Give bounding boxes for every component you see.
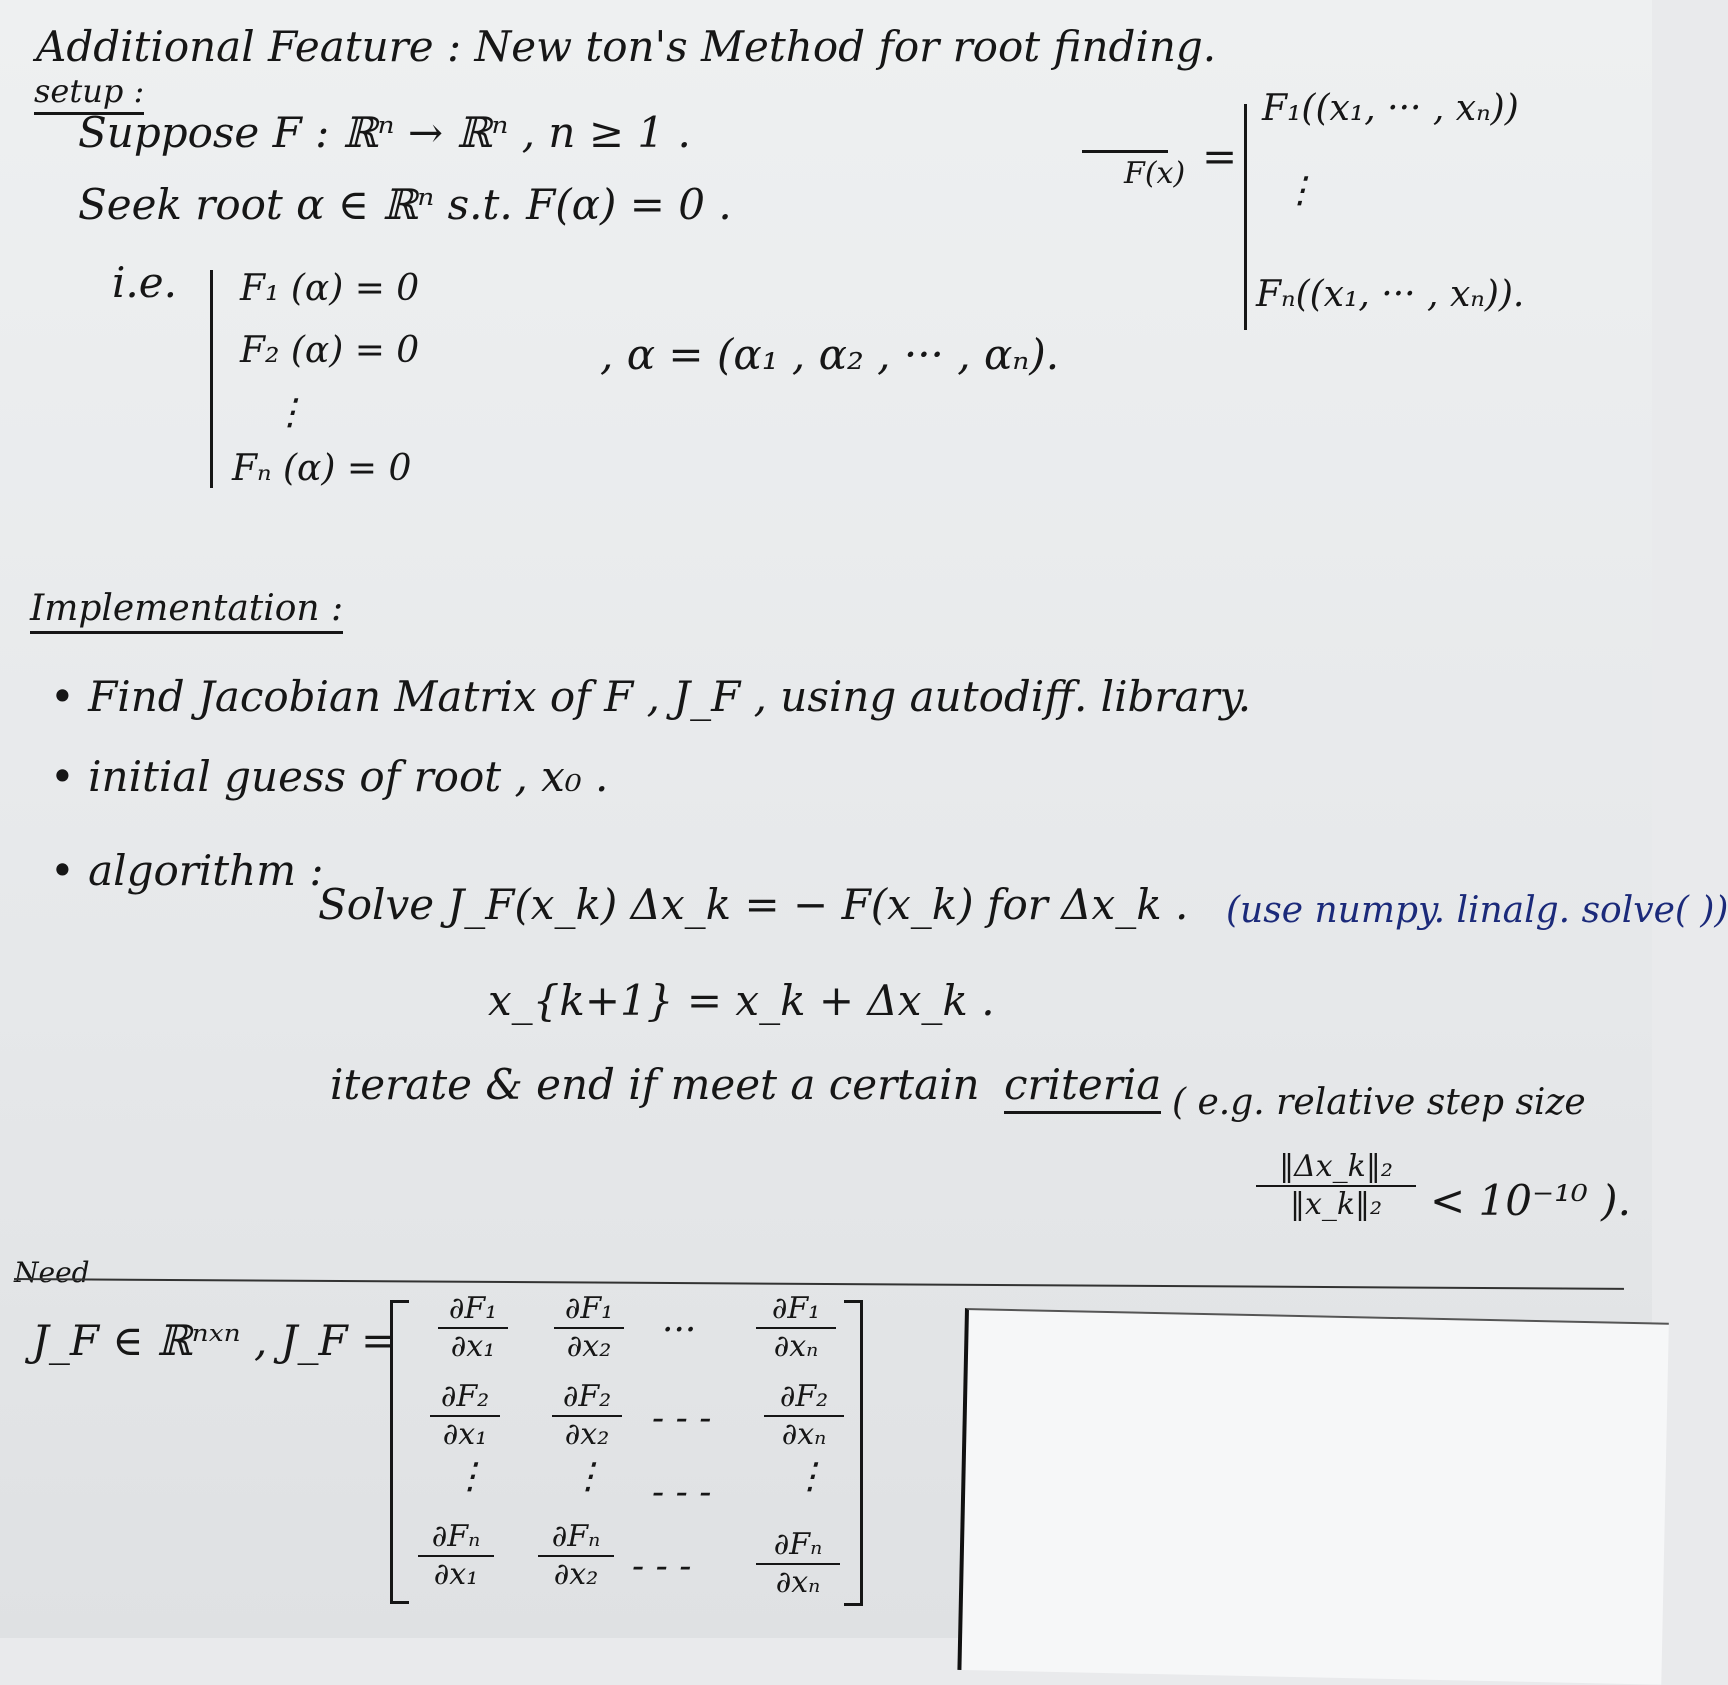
bullet-initial-guess: • initial guess of root , x₀ . bbox=[50, 752, 609, 801]
jacobian-entry-2-n bbox=[764, 1380, 844, 1452]
matrix-right-bracket bbox=[844, 1300, 863, 1606]
fx-label: F(x) bbox=[1124, 156, 1186, 191]
equation-n: Fₙ (α) = 0 bbox=[232, 448, 412, 489]
jacobian-entry-2-1 bbox=[430, 1380, 500, 1452]
suppose-line: Suppose F : ℝⁿ → ℝⁿ , n ≥ 1 . bbox=[78, 108, 691, 157]
jacobian-entry-n-2-num: ∂Fₙ bbox=[551, 1519, 601, 1554]
fx-row-n: Fₙ((x₁, ··· , xₙ)). bbox=[1256, 274, 1525, 315]
jacobian-row-3-col-2: ⋮ bbox=[570, 1456, 606, 1497]
fx-brace bbox=[1244, 104, 1247, 330]
equation-2: F₂ (α) = 0 bbox=[240, 330, 420, 371]
jacobian-entry-1-n-den: ∂xₙ bbox=[773, 1329, 819, 1364]
fx-row-ellipsis: ⋮ bbox=[1282, 170, 1318, 211]
step-size-denominator: ‖x_k‖₂ bbox=[1289, 1187, 1383, 1222]
bullet-jacobian-text: Find Jacobian Matrix of F , J_F , using autodiff. library. bbox=[88, 672, 1252, 721]
jacobian-entry-2-n-den: ∂xₙ bbox=[781, 1417, 827, 1452]
iterate-line: iterate & end if meet a certain bbox=[330, 1060, 980, 1109]
jacobian-entry-n-2 bbox=[538, 1520, 614, 1592]
alpha-definition: , α = (α₁ , α₂ , ··· , αₙ). bbox=[600, 330, 1060, 379]
jacobian-entry-n-1-den: ∂x₁ bbox=[433, 1557, 479, 1592]
jacobian-entry-n-n bbox=[756, 1528, 840, 1600]
jacobian-entry-2-n-num: ∂F₂ bbox=[779, 1379, 829, 1414]
solve-note: (use numpy. linalg. solve( )) bbox=[1226, 890, 1728, 931]
jacobian-entry-n-1-num: ∂Fₙ bbox=[431, 1519, 481, 1554]
jacobian-entry-1-n bbox=[756, 1292, 836, 1364]
seek-line: Seek root α ∈ ℝⁿ s.t. F(α) = 0 . bbox=[78, 180, 732, 229]
jacobian-entry-1-2 bbox=[554, 1292, 624, 1364]
criteria-word: criteria bbox=[1004, 1060, 1161, 1114]
fx-row-1: F₁((x₁, ··· , xₙ)) bbox=[1262, 88, 1519, 129]
matrix-left-bracket bbox=[390, 1300, 409, 1604]
bullet-algorithm-text: algorithm : bbox=[88, 846, 324, 895]
ie-label: i.e. bbox=[112, 258, 177, 307]
need-label: Need bbox=[14, 1256, 90, 1289]
vector-arrow-line bbox=[1082, 150, 1168, 153]
jacobian-entry-1-1 bbox=[438, 1292, 508, 1364]
jacobian-entry-2-2-num: ∂F₂ bbox=[562, 1379, 612, 1414]
jacobian-entry-2-1-den: ∂x₁ bbox=[442, 1417, 488, 1452]
step-size-fraction bbox=[1256, 1150, 1416, 1222]
jacobian-row-2-ellipsis: - - - bbox=[652, 1398, 712, 1439]
solve-line: Solve J_F(x_k) Δx_k = − F(x_k) for Δx_k . bbox=[318, 880, 1189, 929]
jacobian-entry-2-2-den: ∂x₂ bbox=[564, 1417, 610, 1452]
jacobian-entry-n-n-den: ∂xₙ bbox=[775, 1565, 821, 1600]
jacobian-entry-1-n-num: ∂F₁ bbox=[771, 1291, 821, 1326]
criteria-note: ( e.g. relative step size bbox=[1172, 1082, 1586, 1123]
setup-heading: setup : bbox=[34, 72, 144, 115]
implementation-heading: Implementation : bbox=[30, 588, 343, 634]
jacobian-row-3-col-1: ⋮ bbox=[452, 1456, 488, 1497]
criteria-tail: < 10⁻¹⁰ ). bbox=[1430, 1176, 1631, 1225]
overlapping-paper-sheet bbox=[957, 1308, 1668, 1685]
jacobian-entry-1-1-den: ∂x₁ bbox=[450, 1329, 496, 1364]
update-line: x_{k+1} = x_k + Δx_k . bbox=[488, 976, 995, 1025]
equations-brace bbox=[210, 270, 213, 488]
fx-equals: = bbox=[1202, 132, 1238, 181]
jacobian-entry-n-n-num: ∂Fₙ bbox=[773, 1527, 823, 1562]
step-size-numerator: ‖Δx_k‖₂ bbox=[1279, 1149, 1393, 1184]
jacobian-row-3-col-n: ⋮ bbox=[792, 1456, 828, 1497]
jacobian-entry-n-1 bbox=[418, 1520, 494, 1592]
jacobian-entry-1-1-num: ∂F₁ bbox=[448, 1291, 498, 1326]
jacobian-entry-2-1-num: ∂F₂ bbox=[440, 1379, 490, 1414]
bullet-algorithm: • algorithm : bbox=[50, 846, 324, 895]
page-title: Additional Feature : New ton's Method for root finding. bbox=[36, 22, 1217, 71]
jacobian-entry-n-2-den: ∂x₂ bbox=[553, 1557, 599, 1592]
jacobian-row-3-ellipsis: - - - bbox=[652, 1472, 712, 1513]
jacobian-row-n-ellipsis: - - - bbox=[632, 1546, 692, 1587]
jacobian-lhs: J_F ∈ ℝⁿˣⁿ , J_F = bbox=[32, 1316, 397, 1365]
jacobian-entry-2-2 bbox=[552, 1380, 622, 1452]
jacobian-row-1-ellipsis: ··· bbox=[662, 1310, 697, 1351]
equation-ellipsis: ⋮ bbox=[272, 392, 308, 433]
equation-1: F₁ (α) = 0 bbox=[240, 268, 420, 309]
jacobian-entry-1-2-num: ∂F₁ bbox=[564, 1291, 614, 1326]
section-divider bbox=[14, 1278, 1624, 1290]
bullet-jacobian: • Find Jacobian Matrix of F , J_F , using autodiff. library. bbox=[50, 672, 1252, 721]
jacobian-entry-1-2-den: ∂x₂ bbox=[566, 1329, 612, 1364]
bullet-initial-guess-text: initial guess of root , x₀ . bbox=[88, 752, 609, 801]
